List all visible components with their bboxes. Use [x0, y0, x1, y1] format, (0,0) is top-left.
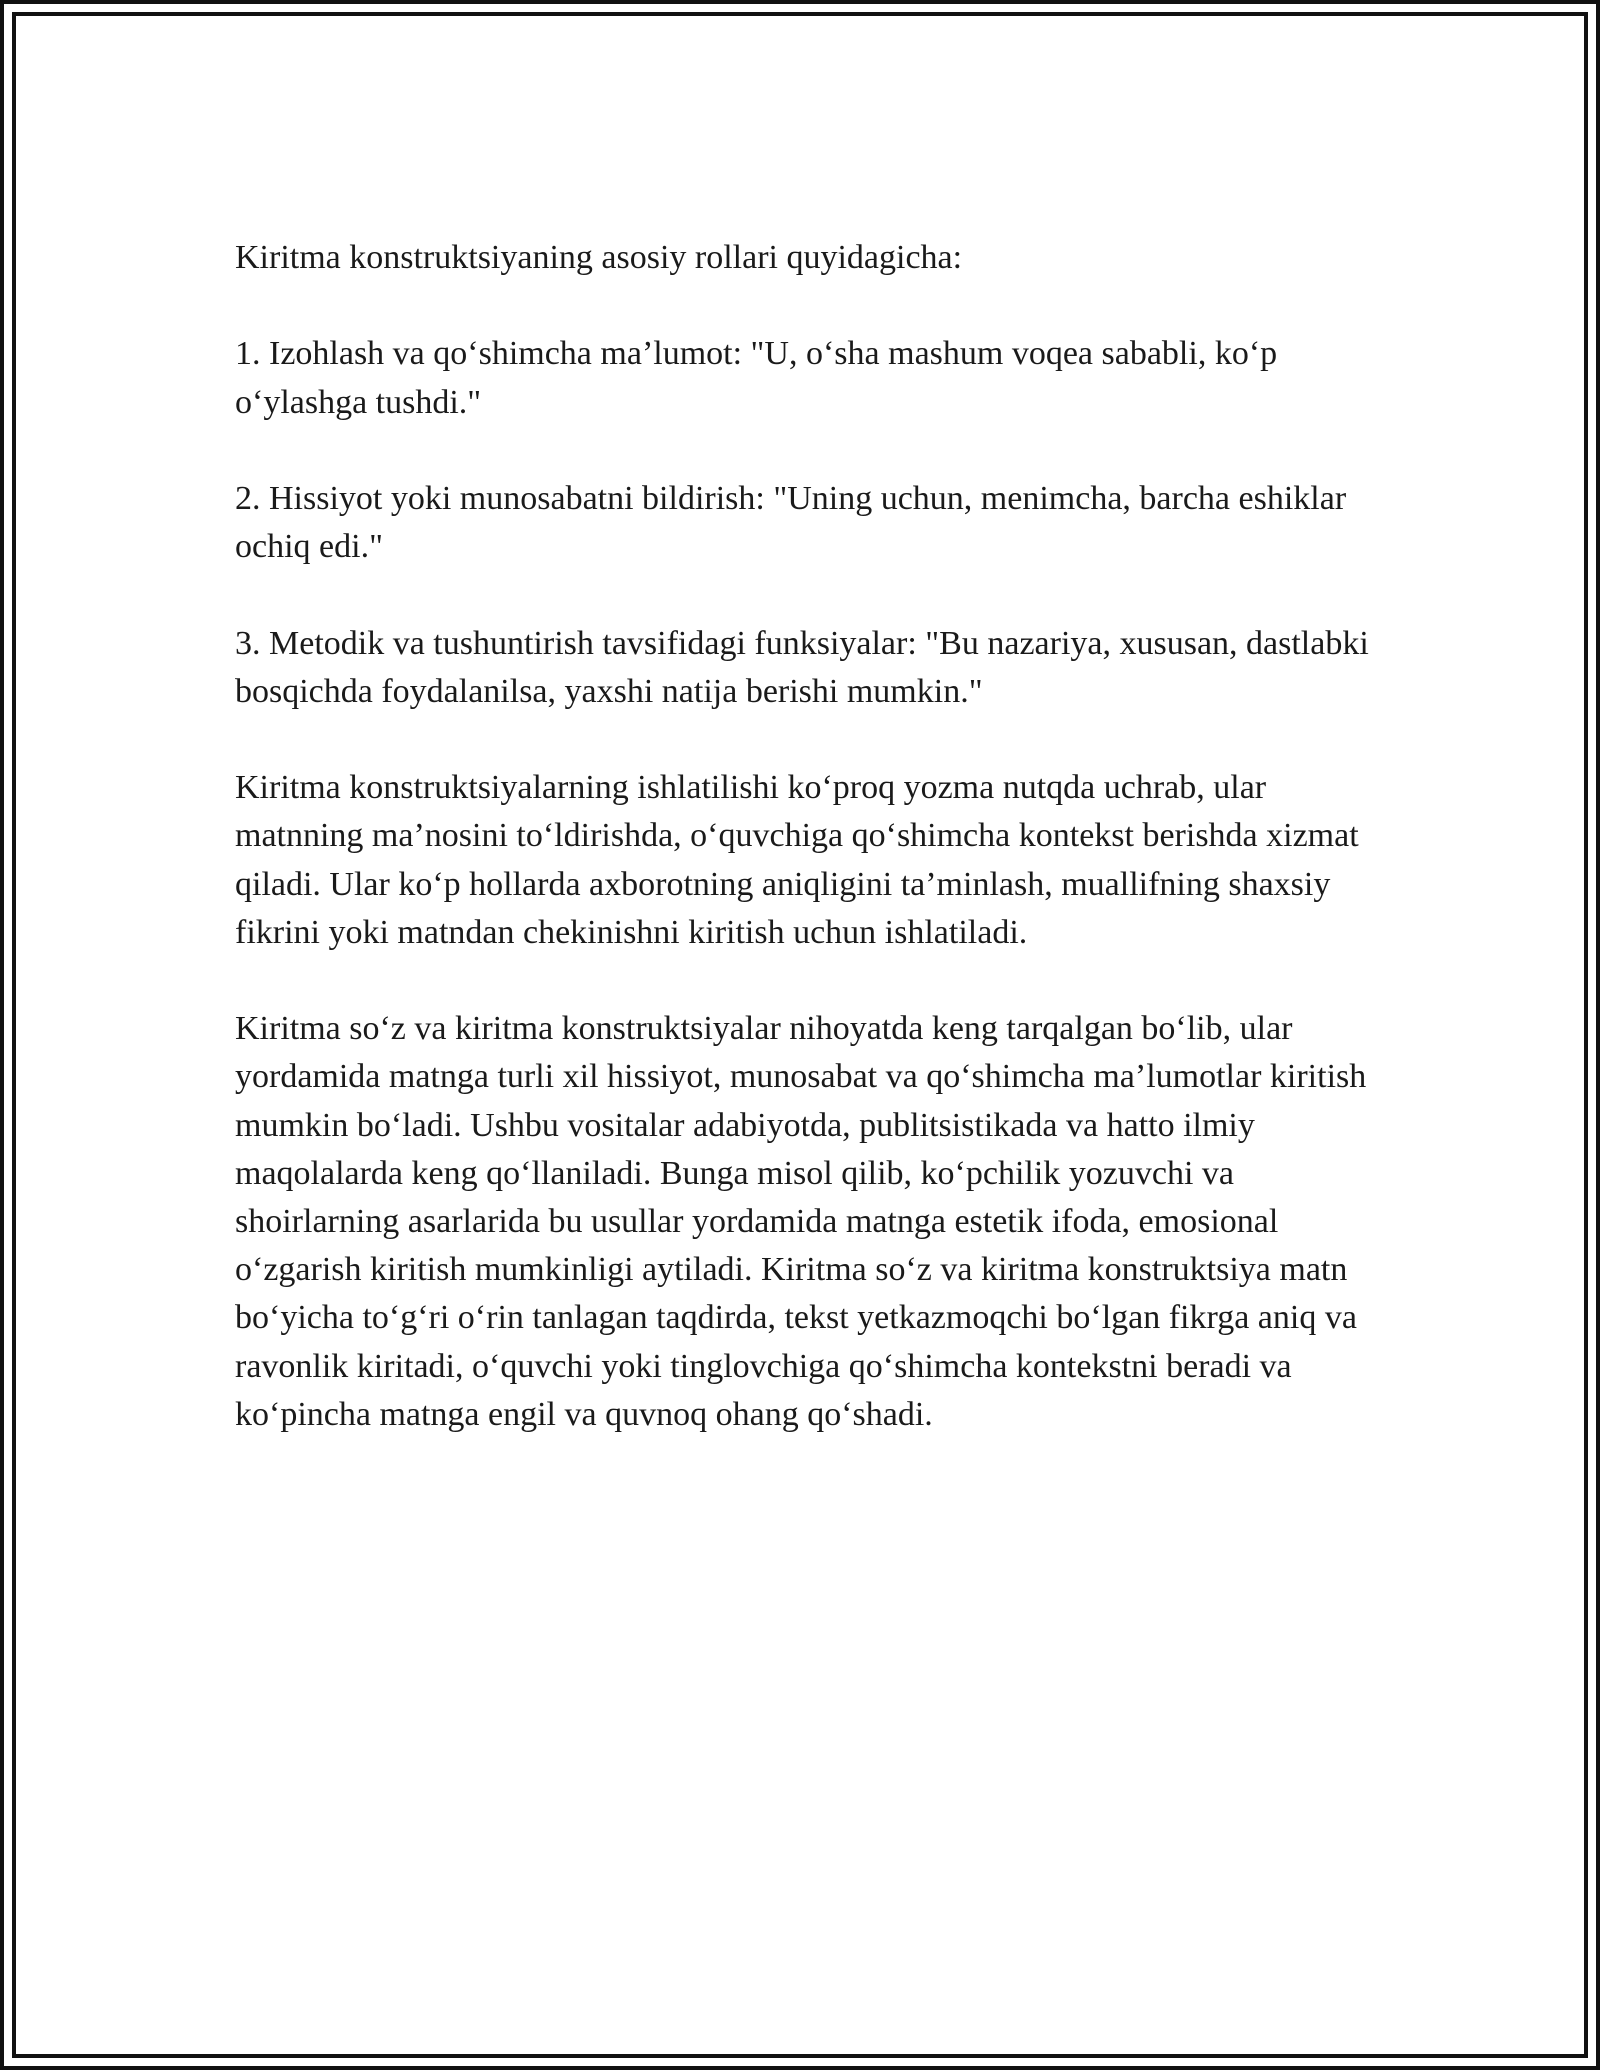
paragraph-usage: Kiritma konstruktsiyalarning ishlatilishi ko‘proq yozma nutqda uchrab, ular matnning ma’nosini to‘ldirishda, o‘quvchiga qo‘shimcha kontekst berishda xizmat qiladi. Ular ko‘p hollarda axborotning aniqligini ta’minlash, muallifning shaxsiy fikrini yoki matndan chekinishni kiritish uchun ishlatiladi. — [235, 769, 1359, 951]
intro-line: Kiritma konstruktsiyaning asosiy rollari quyidagicha: — [235, 239, 963, 276]
list-item-2: 2. Hissiyot yoki munosabatni bildirish: "Uning uchun, menimcha, barcha eshiklar ochiq edi." — [235, 479, 1347, 566]
list-item-3: 3. Metodik va tushuntirish tavsifidagi funksiyalar: "Bu nazariya, xususan, dastlabki bosqichda foydalanilsa, yaxshi natija berishi mumkin." — [235, 624, 1369, 710]
document-body — [235, 234, 1375, 1439]
list-item-1: 1. Izohlash va qo‘shimcha ma’lumot: "U, o‘sha mashum voqea sababli, ko‘p o‘ylashga tushdi." — [235, 335, 1278, 421]
paragraph-conclusion: Kiritma so‘z va kiritma konstruktsiyalar nihoyatda keng tarqalgan bo‘lib, ular yordamida matnga turli xil hissiyot, munosabat va qo‘shimcha ma’lumotlar kiritish mumkin bo‘ladi. Ushbu vositalar adabiyotda, publitsistikada va hatto ilmiy maqolalarda keng qo‘llaniladi. Bunga misol qilib, ko‘pchilik yozuvchi va shoirlarning asarlarida bu usullar yordamida matnga estetik ifoda, emosional o‘zgarish kiritish mumkinligi aytiladi. Kiritma so‘z va kiritma konstruktsiya matn bo‘yicha to‘g‘ri o‘rin tanlagan taqdirda, tekst yetkazmoqchi bo‘lgan fikrga aniq va ravonlik kiritadi, o‘quvchi yoki tinglovchiga qo‘shimcha kontekstni beradi va ko‘pincha matnga engil va quvnoq ohang qo‘shadi. — [235, 1010, 1367, 1433]
